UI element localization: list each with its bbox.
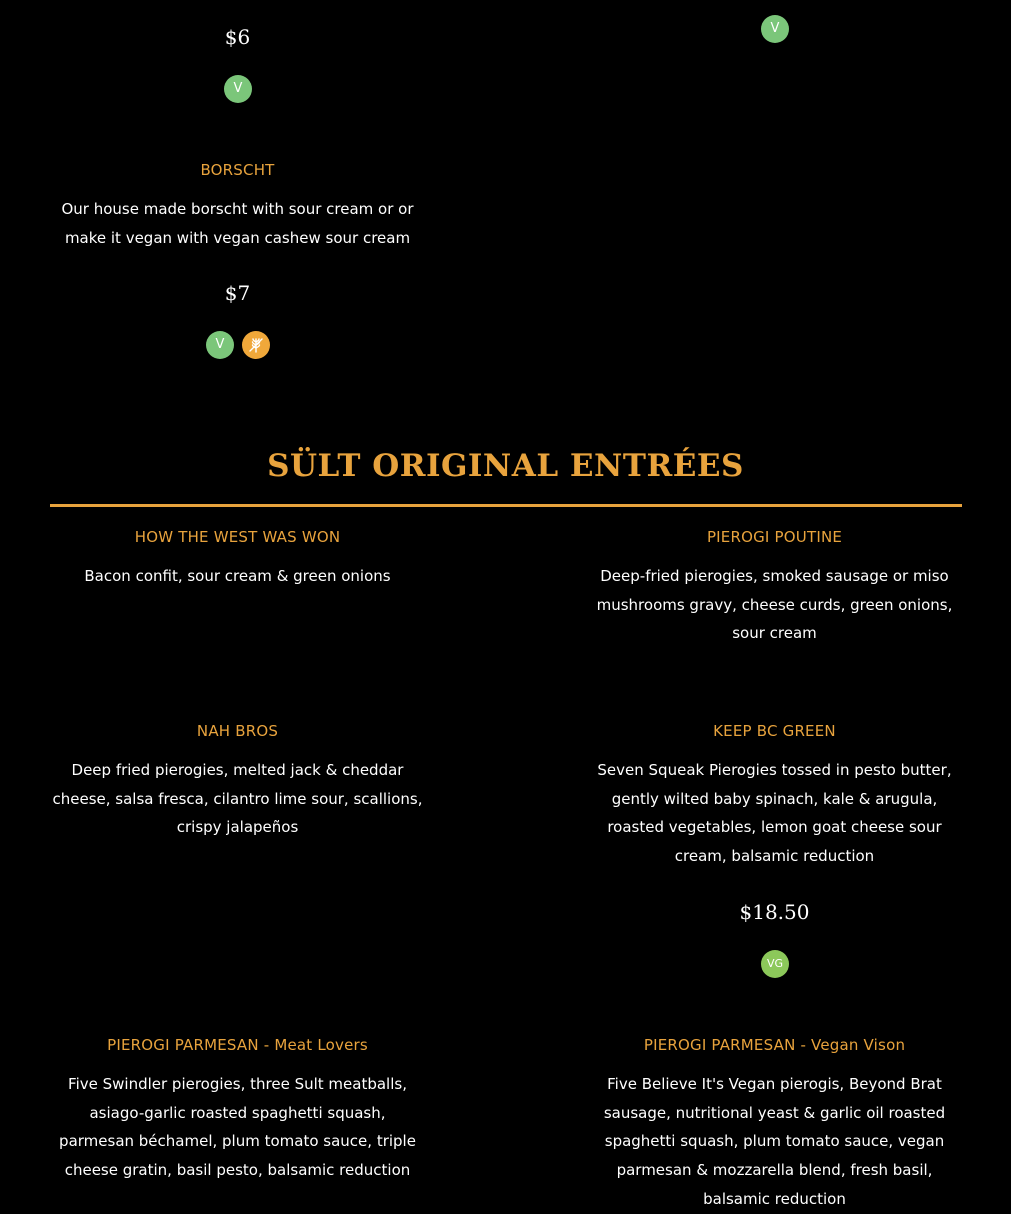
item-price-keep-bc-green: $18.50	[739, 900, 810, 924]
vegan-badge-icon: VG	[761, 950, 789, 978]
section-divider	[50, 504, 962, 507]
menu-item-description-pierogi-poutine: Deep-fried pierogies, smoked sausage or miso mushrooms gravy, cheese curds, green onions, sour cream	[596, 567, 953, 643]
menu-item-title-how-the-west-was-won: HOW THE WEST WAS WON	[134, 528, 341, 546]
vegetarian-badge-icon: V	[761, 15, 789, 43]
menu-item-description-how-the-west-was-won: Bacon confit, sour cream & green onions	[84, 567, 391, 585]
menu-item-description-nah-bros: Deep fried pierogies, melted jack & cheddar cheese, salsa fresca, cilantro lime sour, scallions, crispy jalapeños	[52, 761, 423, 837]
menu-item-description-keep-bc-green: Seven Squeak Pierogies tossed in pesto butter, gently wilted baby spinach, kale & arugula, roasted vegetables, lemon goat cheese sour cream, balsamic reduction	[597, 761, 952, 866]
wheat-free-icon	[242, 331, 270, 359]
wheat-icon	[247, 336, 265, 354]
vegetarian-badge-icon: V	[206, 331, 234, 359]
vegetarian-badge-icon: V	[224, 75, 252, 103]
section-title: SÜLT ORIGINAL ENTRÉES	[267, 448, 744, 484]
item-price-borscht: $7	[224, 281, 251, 305]
item-price: $6	[224, 25, 251, 49]
menu-item-title-pierogi-poutine: PIEROGI POUTINE	[706, 528, 843, 546]
menu-item-title-pierogi-parmesan-meat-lovers: PIEROGI PARMESAN - Meat Lovers	[107, 1036, 368, 1054]
menu-item-description-pierogi-parmesan-vegan-vison: Five Believe It's Vegan pierogis, Beyond Brat sausage, nutritional yeast & garlic oil roasted spaghetti squash, plum tomato sauce, vegan parmesan & mozzarella blend, fresh basil, balsamic reduction	[603, 1075, 946, 1208]
menu-item-title-keep-bc-green: KEEP BC GREEN	[713, 722, 836, 740]
menu-item-title-borscht: BORSCHT	[200, 161, 275, 179]
menu-item-description-borscht: Our house made borscht with sour cream or or make it vegan with vegan cashew sour cream	[61, 200, 414, 247]
menu-item-title-nah-bros: NAH BROS	[196, 722, 279, 740]
menu-item-description-pierogi-parmesan-meat-lovers: Five Swindler pierogies, three Sult meatballs, asiago-garlic roasted spaghetti squash, parmesan béchamel, plum tomato sauce, triple cheese gratin, basil pesto, balsamic reduction	[59, 1075, 416, 1180]
menu-item-title-pierogi-parmesan-vegan-vison: PIEROGI PARMESAN - Vegan Vison	[643, 1036, 906, 1054]
